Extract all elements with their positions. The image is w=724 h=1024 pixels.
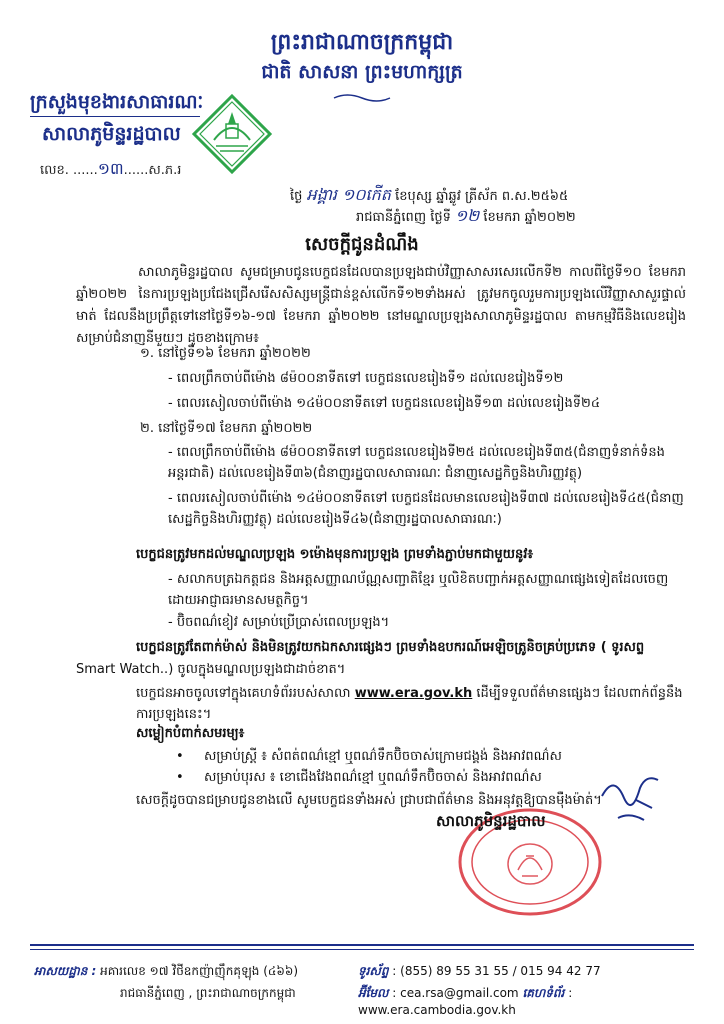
prohibition-rest-text: Smart Watch..) ចូលក្នុងមណ្ឌលប្រឡងជាដាច់ខាត។	[76, 662, 346, 677]
dress-men	[176, 767, 542, 788]
school-logo	[192, 94, 272, 174]
lunar-date-rest: ខែបុស្ស ឆ្នាំឆ្លូវ ត្រីស័ក ព.ស.២៥៦៥	[395, 189, 569, 204]
requirement-id-card: - សលាកបត្រឯកត្តជន និងអត្តសញ្ញាណប័ណ្ណសញ្ជាតិខ្មែរ ឬលិខិតបញ្ជាក់អត្តសញ្ញាណផ្សេងទៀតដែលចេញដោយអាជ្ញាធរមានសមត្ថកិច្ច។	[168, 572, 669, 608]
dress-heading: សម្លៀកបំពាក់សមរម្យ៖	[136, 726, 245, 741]
schedule-day-2: ២. នៅថ្ងៃទី១៧ ខែមករា ឆ្នាំ២០២២	[140, 421, 313, 436]
prohibition-heading: បេក្ខជនត្រូវតែពាក់ម៉ាស់ និងមិនត្រូវយកឯកសារផ្សេងៗ ព្រមទាំងឧបករណ៍អេឡិចត្រូនិចគ្រប់ប្រភេទ ( ទូរសព្ទ	[136, 640, 645, 655]
motto-heading: ជាតិ សាសនា ព្រះមហាក្សត្រ	[261, 61, 463, 83]
reference-value: ១៣	[97, 159, 124, 178]
footer-divider-thin	[30, 949, 694, 950]
dress-men-text: សម្រាប់បុរស ៖ ខោជើងវែងពណ៌ខ្មៅ ឬពណ៌ទឹកប៊ិចចាស់ និងអាវពណ៌ស	[204, 770, 542, 785]
address-value: អគារលេខ ១៧ វិថីឧកញ៉ាញ៉ឹកគុឡុង (៤៦៦)	[100, 964, 299, 978]
schedule-day-1-afternoon: - ពេលរសៀលចាប់ពីម៉ោង ១៤ម៉០០នាទីតទៅ បេក្ខជនលេខរៀងទី១៣ ដល់លេខរៀងទី២៤	[168, 396, 601, 411]
address-label: អាសយដ្ឋាន :	[34, 964, 97, 978]
school-website-link[interactable]: www.era.gov.kh	[354, 686, 473, 701]
lunar-date-prefix: ថ្ងៃ	[290, 189, 303, 204]
reference-prefix: លេខ.	[40, 163, 69, 178]
email-label: អ៊ីមែល	[358, 986, 389, 1000]
requirement-pen: - ប៊ិចពណ៌ខៀវ សម្រាប់ប្រើប្រាស់ពេលប្រឡង។	[168, 615, 390, 630]
website-prefix: បេក្ខជនអាចចូលទៅក្នុងគេហទំព័ររបស់សាលា	[136, 686, 351, 701]
solar-date-rest: ខែមករា ឆ្នាំ២០២២	[483, 210, 576, 225]
dress-women	[176, 746, 562, 767]
solar-date-line	[356, 205, 576, 229]
footer-contact	[358, 985, 724, 1017]
handwritten-signature	[596, 768, 666, 828]
website-suffix: ដើម្បីទទួលព័ត៌មានផ្សេងៗ ដែលពាក់ព័ន្ធនឹងការប្រឡងនេះ។	[136, 686, 683, 722]
closing-paragraph: សេចក្តីដូចបានជម្រាបជូនខាងលើ សូមបេក្ខជនទាំងអស់ ជ្រាបជាព័ត៌មាន និងអនុវត្តឱ្យបានម៉ឺងម៉ាត់។	[136, 793, 602, 808]
ornament-divider	[332, 92, 392, 104]
bullet-dot: •	[176, 770, 184, 785]
schedule-day-2-morning: - ពេលព្រឹកចាប់ពីម៉ោង ៨ម៉០០នាទីតទៅ បេក្ខជនលេខរៀងទី២៥ ដល់លេខរៀងទី៣៥(ជំនាញទំនាក់ទំនងអន្តរជាតិ) ដល់លេខរៀងទី៣៦(ជំនាញរដ្ឋបាលសាធារណៈ ជំនាញសេដ្ឋកិច្ចនិងហិរញ្ញវត្ថុ)	[168, 445, 665, 481]
lunar-date-handwritten: អង្គារ ១០កើត	[306, 185, 391, 204]
dress-women-text: សម្រាប់ស្ត្រី ៖ សំពត់ពណ៌ខ្មៅ ឬពណ៌ទឹកប៊ិចចាស់ក្រោមជង្គង់ និងអាវពណ៌ស	[204, 749, 562, 764]
signatory-name: សាលាភូមិន្ទរដ្ឋបាល	[436, 812, 546, 830]
email-value: : cea.rsa@gmail.com	[392, 986, 519, 1000]
school-name: សាលាភូមិន្ទរដ្ឋបាល	[42, 123, 181, 145]
schedule-day-1-morning: - ពេលព្រឹកចាប់ពីម៉ោង ៨ម៉០០នាទីតទៅ បេក្ខជនលេខរៀងទី១ ដល់លេខរៀងទី១២	[168, 371, 564, 386]
reference-suffix: ស.ភ.រ	[148, 163, 182, 178]
reference-number: លេខ. ......១៣......ស.ភ.រ	[40, 159, 182, 178]
schedule-day-1: ១. នៅថ្ងៃទី១៦ ខែមករា ឆ្នាំ២០២២	[140, 346, 311, 361]
phone-value: : (855) 89 55 31 55 / 015 94 42 77	[392, 964, 601, 978]
address-line2: រាជធានីភ្នំពេញ , ព្រះរាជាណាចក្រកម្ពុជា	[120, 986, 296, 1000]
requirements-heading: បេក្ខជនត្រូវមកដល់មណ្ឌលប្រឡង ១ម៉ោងមុនការប្រឡង ព្រមទាំងភ្ជាប់មកជាមួយនូវ៖	[136, 547, 534, 562]
footer-phone	[358, 963, 601, 981]
intro-paragraph: សាលាភូមិន្ទរដ្ឋបាល សូមជម្រាបជូនបេក្ខជនដែលបានប្រឡងជាប់វិញ្ញាសាសរសេរលើកទី២ កាលពីថ្ងៃទី១០ ខែមករា ឆ្នាំ២០២២ នៃការប្រឡងប្រជែងជ្រើសរើសសិស្សមន្ត្រីជាន់ខ្ពស់លើកទី១២ទាំងអស់ ត្រូវមកចូលរួមការប្រឡងលើវិញ្ញាសាសួរផ្ទាល់មាត់ ដែលនឹងប្រព្រឹត្តទៅនៅថ្ងៃទី១៦-១៧ ខែមករា ឆ្នាំ២០២២ នៅមណ្ឌលប្រឡងសាលាភូមិន្ទរដ្ឋបាល តាមកម្មវិធីនិងលេខរៀងសម្រាប់ជំនាញនីមួយៗ ដូចខាងក្រោម៖	[76, 265, 686, 346]
ministry-underline	[30, 116, 200, 117]
footer-address-line2	[120, 985, 296, 1003]
solar-date-prefix: រាជធានីភ្នំពេញ ថ្ងៃទី	[356, 210, 451, 225]
prohibition-rest	[76, 659, 676, 680]
website-label: គេហទំព័រ	[522, 986, 565, 1000]
footer-address	[34, 963, 298, 981]
schedule-day-2-afternoon: - ពេលរសៀលចាប់ពីម៉ោង ១៤ម៉០០នាទីតទៅ បេក្ខជនដែលមានលេខរៀងទី៣៧ ដល់លេខរៀងទី៤៥(ជំនាញសេដ្ឋកិច្ចនិងហិរញ្ញវត្ថុ) ដល់លេខរៀងទី៤៦(ជំនាញរដ្ឋបាលសាធារណៈ)	[168, 491, 684, 527]
phone-label: ទូរស័ព្ទ	[358, 964, 389, 978]
website-paragraph	[136, 683, 692, 725]
kingdom-heading: ព្រះរាជាណាចក្រកម្ពុជា	[270, 30, 454, 55]
solar-date-handwritten: ១២	[455, 206, 480, 225]
footer-divider	[30, 944, 694, 946]
ministry-name: ក្រសួងមុខងារសាធារណៈ	[30, 91, 204, 113]
bullet-dot: •	[176, 749, 184, 764]
notice-title: សេចក្តីជូនដំណឹង	[305, 234, 419, 255]
website-value: : www.era.cambodia.gov.kh	[358, 986, 573, 1017]
